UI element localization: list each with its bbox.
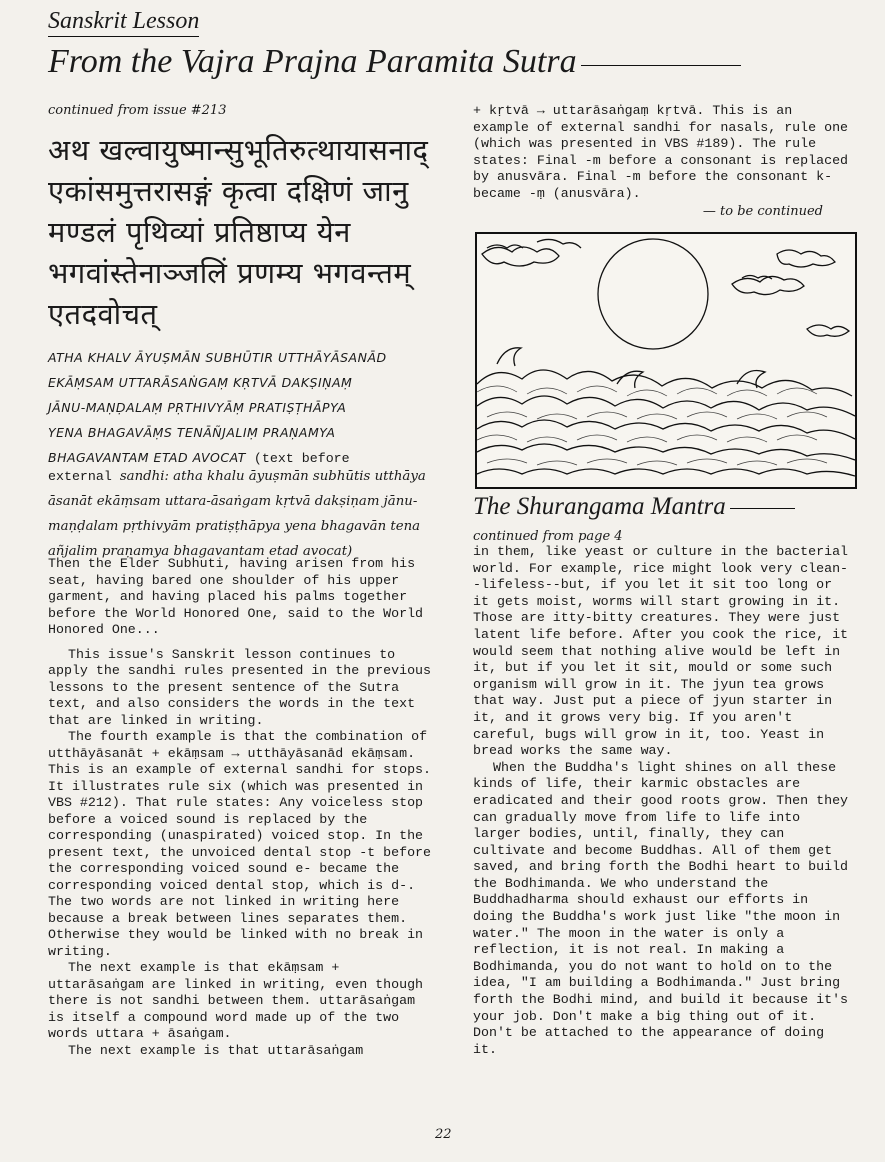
section-title: [473, 493, 853, 521]
section-kicker: Sanskrit Lesson: [48, 8, 199, 37]
devanagari-line: भगवांस्तेनाञ्जलिं प्रणम्य भगवन्तम्: [48, 256, 412, 290]
paragraph: The next example is that ekāṃsam + uttarāsaṅgam are linked in writing, even though there is not sandhi between them. uttarāsaṅgam is itself a compound word made up of the two words uttara + āsaṅgam.: [48, 960, 424, 1041]
to-be-continued: — to be continued: [702, 204, 823, 219]
translation-text: Then the Elder Subhuti, having arisen from his seat, having bared one shoulder of his upper garment, and having placed his palms together before the World Honored One, said to the World Honored One...: [48, 556, 424, 637]
section-continued-note: continued from page 4: [473, 529, 623, 544]
right-column: [473, 103, 853, 219]
title-rule: [581, 65, 741, 66]
devanagari-line: मण्डलं पृथिव्यां प्रतिष्ठाप्य येन: [48, 215, 351, 249]
article-header: [48, 8, 848, 81]
sandhi-word: sandhi:: [119, 469, 169, 484]
section-title-text: The Shurangama Mantra: [473, 493, 726, 520]
translit-line: YENA BHAGAVĀṂS TENĀÑJALIṂ PRAṆAMYA: [48, 425, 336, 440]
paragraph: The fourth example is that the combination of utthāyāsanāt + ekāṃsam → utthāyāsanād ekāṃsam. This is an example of external sandhi for stops. It illustrates rule six (which was presented in VBS #212). That rule states: Any voiceless stop before a voiced sound is replaced by the corresponding (unaspirated) voiced stop. In the present text, the unvoiced dental stop -t before the corresponding voiced sound e- became the corresponding voiced dental stop, which is d-. The two words are not linked in writing here because a break between lines separates them. Otherwise they would be linked with no break in writing.: [48, 729, 432, 959]
sandhi-text: atha khalu āyuṣmān subhūtis utthāya āsanāt ekāṃsam uttara-āsaṅgam kṛtvā dakṣiṇam jānu-maṇḍalam pṛthivyām pratiṣṭhāpya yena bhagavān tena añjalim praṇamya bhagavantam etad avocat): [48, 469, 426, 559]
paragraph: in them, like yeast or culture in the bacterial world. For example, rice might look very clean--lifeless--but, if you let it sit too long or it gets moist, worms will start growing in it. Those are itty-bitty creatures. They were just latent life before. After you cook the rice, it would seem that nothing alive would be left in it, but if you let it sit, mould or some such organism will grow in it. The jyun tea grows that way. Just put a piece of jyun starter in it, and it grows very big. If you aren't careful, bugs will grow in it, too. Yeast in bread works the same way.: [473, 544, 849, 759]
paragraph: When the Buddha's light shines on all these kinds of life, their karmic obstacles are eradicated and their good roots grow. Then they can gradually move from life to life into larger bodies, until, finally, they can cultivate and become Buddhas. All of them get saved, and bring forth the Bodhi heart to build the Bodhimanda. We who understand the Buddhadharma should exhaust our efforts in doing the Buddha's work just like "the moon in water." The moon in the water is only a reflection, it is not real. In making a Bodhimanda, you do not want to hold on to the idea, "I am building a Bodhimanda." Just bring forth the Bodhi mind, and build it because it's your job. Don't make a big thing out of it. Don't be attached to the appearance of doing it.: [473, 759, 849, 1057]
translit-line: EKĀṂSAM UTTARĀSAṄGAṂ KṚTVĀ DAKṢIṆAṂ: [48, 375, 353, 390]
translation: [48, 556, 434, 639]
translit-line: JĀNU-MAṆḌALAṂ PṚTHIVYĀṂ PRATIṢṬHĀPYA: [48, 400, 347, 415]
translit-last: BHAGAVANTAM ETAD AVOCAT: [48, 450, 246, 465]
illustration-svg: [477, 234, 855, 487]
article-title-text: From the Vajra Prajna Paramita Sutra: [48, 43, 577, 80]
moon-over-waves-illustration: [475, 232, 857, 489]
external-label: external: [48, 469, 120, 484]
paragraph: The next example is that uttarāsaṅgam: [68, 1042, 364, 1058]
devanagari-line: एकांसमुत्तरासङ्गं कृत्वा दक्षिणं जानु: [48, 174, 409, 208]
shurangama-section: [473, 493, 853, 1058]
section-title-rule: [730, 508, 795, 509]
devanagari-line: अथ खल्वायुष्मान्सुभूतिरुत्थायासनाद्: [48, 133, 429, 167]
paragraph: + kṛtvā → uttarāsaṅgaṃ kṛtvā. This is an example of external sandhi for nasals, rule one (which was presented in VBS #189). The rule states: Final -m before a consonant is replaced by anusvāra. Final -m before the consonant k- became -ṃ (anusvāra).: [473, 103, 849, 201]
devanagari-text: [48, 130, 434, 335]
moon-icon: [598, 239, 708, 349]
continued-note: continued from issue #213: [48, 103, 227, 118]
translit-line: ATHA KHALV ĀYUṢMĀN SUBHŪTIR UTTHĀYĀSANĀD: [48, 350, 387, 365]
paragraph: This issue's Sanskrit lesson continues to apply the sandhi rules presented in the previous lessons to the present sentence of the Sutra text, and also considers the words in the text that are linked in writing.: [48, 646, 432, 728]
paragraph-sandhi: [48, 464, 434, 564]
devanagari-line: एतदवोचत्: [48, 297, 158, 331]
article-title: [48, 43, 848, 81]
page-number: 22: [435, 1127, 452, 1142]
transliteration: [48, 345, 434, 445]
left-column: [48, 103, 434, 1059]
text-before: (text before: [245, 451, 350, 466]
